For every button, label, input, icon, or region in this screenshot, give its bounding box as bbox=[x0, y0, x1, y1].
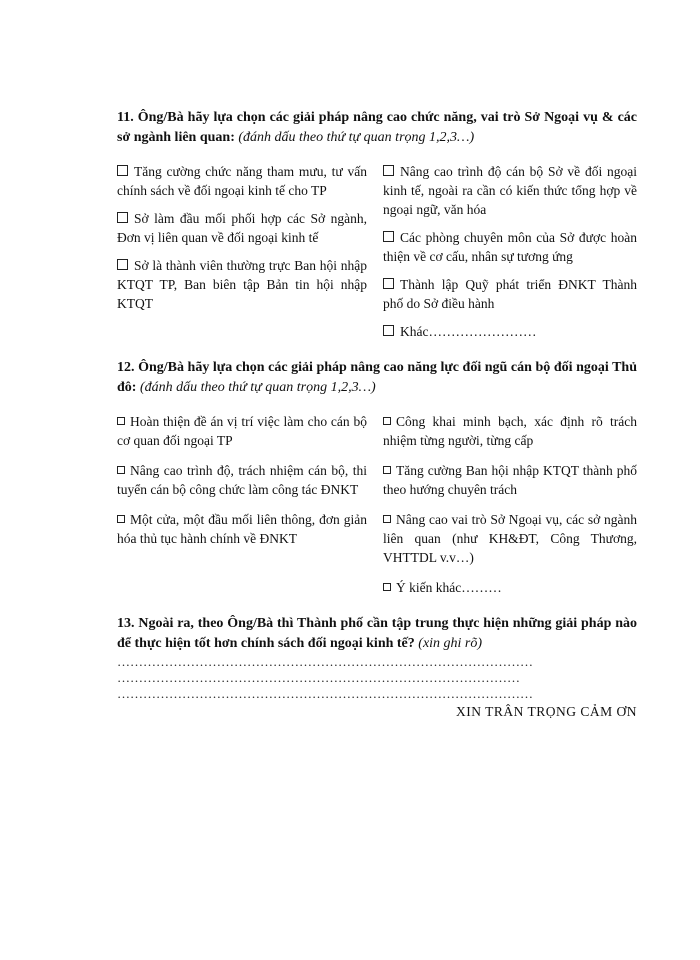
option-item[interactable] bbox=[117, 510, 367, 548]
option-label: Thành lập Quỹ phát triển ĐNKT Thành phố do Sở điều hành bbox=[383, 277, 637, 311]
question-13-title bbox=[117, 614, 637, 654]
checkbox-icon[interactable] bbox=[383, 325, 394, 336]
option-label: Hoàn thiện đề án vị trí việc làm cho cán bộ cơ quan đối ngoại TP bbox=[117, 414, 367, 448]
checkbox-icon[interactable] bbox=[383, 231, 394, 242]
option-label: Tăng cường chức năng tham mưu, tư vấn chính sách về đối ngoại kinh tế cho TP bbox=[117, 164, 367, 198]
option-label: Tăng cường Ban hội nhập KTQT thành phố theo hướng chuyên trách bbox=[383, 463, 637, 497]
option-label: Nâng cao trình độ, trách nhiệm cán bộ, thi tuyển cán bộ công chức làm công tác ĐNKT bbox=[117, 463, 367, 497]
question-12-right-column bbox=[383, 412, 637, 608]
option-label: Các phòng chuyên môn của Sở được hoàn thiện về cơ cấu, nhân sự tương ứng bbox=[383, 230, 637, 264]
question-12-left-column bbox=[117, 412, 367, 608]
option-item[interactable] bbox=[117, 256, 367, 313]
checkbox-icon[interactable] bbox=[383, 165, 394, 176]
checkbox-icon[interactable] bbox=[383, 583, 391, 591]
answer-line[interactable]: ………………………………………………………………………………… bbox=[117, 670, 520, 685]
checkbox-icon[interactable] bbox=[383, 417, 391, 425]
option-label: Nâng cao trình độ cán bộ Sở về đối ngoại kinh tế, ngoài ra cần có kiến thức tổng hợp về ngoại ngữ, văn hóa bbox=[383, 164, 637, 217]
option-item[interactable] bbox=[383, 228, 637, 266]
question-12-options bbox=[117, 412, 637, 608]
option-item[interactable] bbox=[117, 162, 367, 200]
question-11-text: 11. Ông/Bà hãy lựa chọn các giải pháp nâng cao chức năng, vai trò Sở Ngoại vụ & các sở ngành liên quan: bbox=[117, 110, 637, 145]
question-11-left-column bbox=[117, 162, 367, 350]
question-11-title bbox=[117, 108, 637, 148]
closing-thanks: XIN TRÂN TRỌNG CẢM ƠN bbox=[455, 704, 637, 719]
option-item[interactable] bbox=[383, 578, 637, 597]
option-item[interactable] bbox=[383, 322, 637, 341]
option-label: Sở là thành viên thường trực Ban hội nhập KTQT TP, Ban biên tập Bản tin hội nhập KTQT bbox=[117, 258, 367, 311]
question-12-title bbox=[117, 358, 637, 398]
checkbox-icon[interactable] bbox=[117, 417, 125, 425]
answer-line[interactable]: …………………………………………………………………………………… bbox=[117, 654, 533, 669]
question-13 bbox=[117, 614, 637, 721]
checkbox-icon[interactable] bbox=[117, 165, 128, 176]
checkbox-icon[interactable] bbox=[117, 212, 128, 223]
option-item[interactable] bbox=[117, 412, 367, 450]
option-label: Khác…………………… bbox=[400, 324, 537, 339]
question-12-hint: (đánh dấu theo thứ tự quan trọng 1,2,3…) bbox=[139, 380, 376, 395]
survey-page bbox=[117, 108, 637, 721]
option-label: Ý kiến khác……… bbox=[396, 580, 502, 595]
option-item[interactable] bbox=[383, 412, 637, 450]
checkbox-icon[interactable] bbox=[117, 259, 128, 270]
question-13-text: 13. Ngoài ra, theo Ông/Bà thì Thành phố cần tập trung thực hiện những giải pháp nào để thực hiện tốt hơn chính sách đối ngoại kinh tế? bbox=[117, 616, 637, 651]
option-label: Sở làm đầu mối phối hợp các Sở ngành, Đơn vị liên quan về đối ngoại kinh tế bbox=[117, 211, 367, 245]
question-11-options bbox=[117, 162, 637, 350]
option-item[interactable] bbox=[117, 209, 367, 247]
question-11-right-column bbox=[383, 162, 637, 350]
option-item[interactable] bbox=[383, 275, 637, 313]
option-label: Một cửa, một đầu mối liên thông, đơn giản hóa thủ tục hành chính về ĐNKT bbox=[117, 512, 367, 546]
option-item[interactable] bbox=[383, 510, 637, 567]
checkbox-icon[interactable] bbox=[383, 515, 391, 523]
question-13-hint: (xin ghi rõ) bbox=[418, 636, 483, 651]
option-item[interactable] bbox=[117, 461, 367, 499]
checkbox-icon[interactable] bbox=[383, 278, 394, 289]
checkbox-icon[interactable] bbox=[117, 515, 125, 523]
option-item[interactable] bbox=[383, 461, 637, 499]
checkbox-icon[interactable] bbox=[117, 466, 125, 474]
checkbox-icon[interactable] bbox=[383, 466, 391, 474]
option-label: Nâng cao vai trò Sở Ngoại vụ, các sở ngành liên quan (như KH&ĐT, Công Thương, VHTTDL v.v…) bbox=[383, 512, 637, 565]
option-item[interactable] bbox=[383, 162, 637, 219]
question-11 bbox=[117, 108, 637, 350]
answer-line[interactable]: …………………………………………………………………………………… bbox=[117, 686, 533, 701]
question-12 bbox=[117, 358, 637, 608]
question-11-hint: (đánh dấu theo thứ tự quan trọng 1,2,3…) bbox=[238, 130, 475, 145]
option-label: Công khai minh bạch, xác định rõ trách nhiệm từng người, từng cấp bbox=[383, 414, 637, 448]
question-12-text: 12. Ông/Bà hãy lựa chọn các giải pháp nâng cao năng lực đối ngũ cán bộ đối ngoại Thủ đô: bbox=[117, 360, 637, 395]
